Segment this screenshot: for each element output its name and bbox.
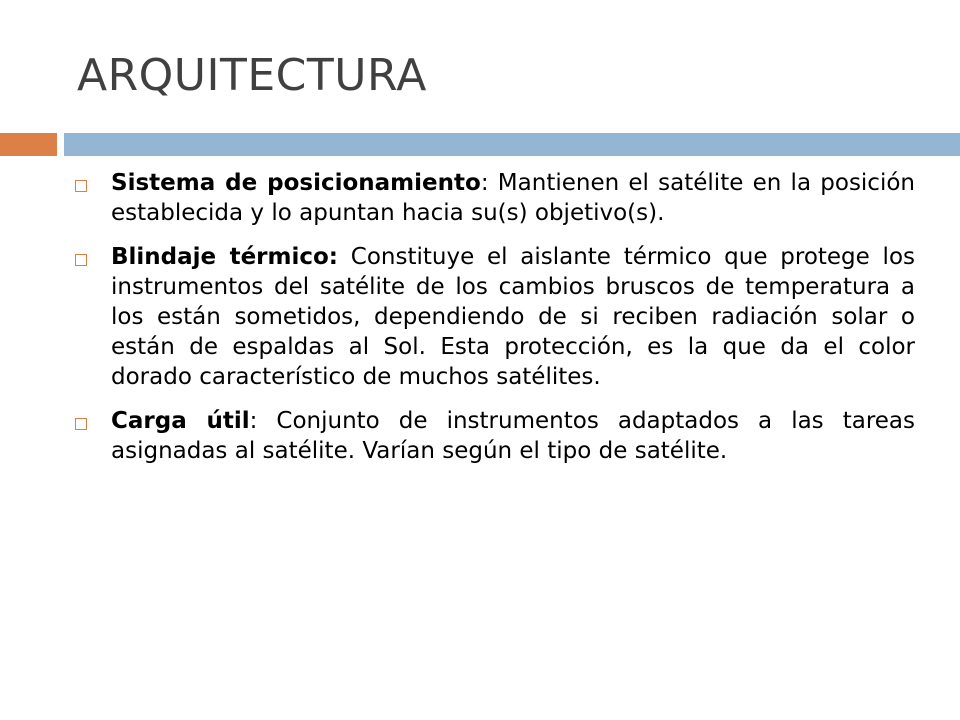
- title-accent-bar-blue: [64, 133, 960, 156]
- bullet-description: Conjunto de instrumentos adaptados a las tareas asignadas al satélite. Varían según el tipo de satélite.: [111, 408, 915, 464]
- square-bullet-icon: [75, 254, 87, 266]
- bullet-description: Mantienen el satélite en la posición establecida y lo apuntan hacia su(s) objetivo(s).: [111, 170, 915, 226]
- slide-title: ARQUITECTURA: [77, 50, 427, 101]
- square-bullet-icon: [75, 418, 87, 430]
- bullet-text: [111, 242, 915, 392]
- bullet-term: Blindaje térmico:: [111, 244, 339, 270]
- title-accent-bar-orange: [0, 133, 57, 156]
- bullet-description: Constituye el aislante térmico que protege los instrumentos del satélite de los cambios bruscos de temperatura a los están sometidos, dependiendo de si reciben radiación solar o están de espaldas al Sol. Esta protección, es la que da el color dorado característico de muchos satélites.: [111, 244, 915, 390]
- bullet-list: [75, 168, 915, 480]
- square-bullet-icon: [75, 180, 87, 192]
- bullet-item-positioning: [75, 168, 915, 228]
- bullet-term: Sistema de posicionamiento: [111, 170, 481, 196]
- bullet-text: [111, 406, 915, 466]
- bullet-separator: :: [480, 170, 498, 196]
- bullet-separator: :: [249, 408, 277, 434]
- bullet-item-thermal-shield: [75, 242, 915, 392]
- bullet-separator: [338, 244, 351, 270]
- bullet-item-payload: [75, 406, 915, 466]
- bullet-term: Carga útil: [111, 408, 250, 434]
- bullet-text: [111, 168, 915, 228]
